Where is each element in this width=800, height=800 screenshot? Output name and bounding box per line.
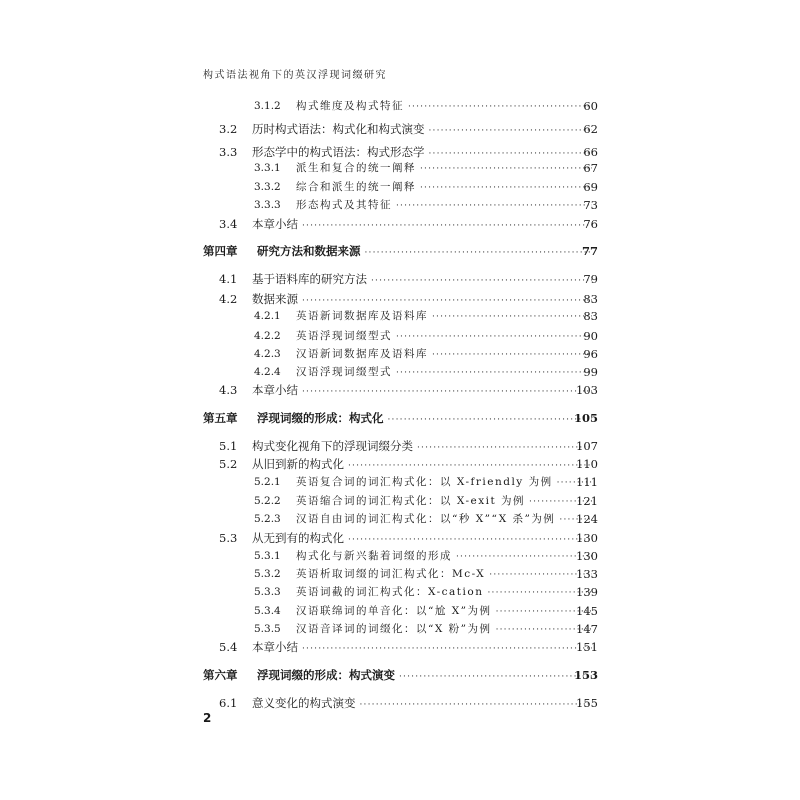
toc-entry-title: 英语新词数据库及语料库 <box>296 310 428 322</box>
toc-entry-page: 90 <box>583 329 598 343</box>
toc-entry-title-wrap <box>252 637 592 659</box>
dot-leader <box>420 159 592 179</box>
toc-entry-page: 103 <box>576 383 598 397</box>
toc-entry <box>0 119 800 139</box>
toc-entry <box>0 214 800 234</box>
toc-entry <box>0 158 800 178</box>
toc-entry-title: 研究方法和数据来源 <box>257 244 361 258</box>
toc-entry-title: 基于语料库的研究方法 <box>252 272 367 286</box>
toc-entry-number: 3.1.2 <box>254 100 281 112</box>
dot-leader <box>399 667 592 687</box>
toc-entry-page: 62 <box>583 122 598 136</box>
toc-entry-number: 3.3.2 <box>254 181 281 193</box>
toc-entry-title-wrap <box>252 693 592 715</box>
toc-entry <box>0 195 800 215</box>
toc-entry-page: 145 <box>576 604 598 618</box>
toc-entry-title-wrap <box>252 380 592 402</box>
toc-entry-title-wrap <box>252 214 592 236</box>
toc-entry-number: 第五章 <box>203 411 238 425</box>
toc-entry-page: 76 <box>583 217 598 231</box>
running-head: 构式语法视角下的英汉浮现词缀研究 <box>203 70 387 81</box>
toc-entry-page: 83 <box>583 292 598 306</box>
toc-entry-page: 130 <box>576 531 598 545</box>
toc-entry <box>0 306 800 326</box>
dot-leader <box>302 639 592 659</box>
toc-entry-number: 4.3 <box>219 383 238 397</box>
toc-entry-title-wrap <box>296 96 592 117</box>
toc-entry-number: 6.1 <box>219 696 238 710</box>
toc-entry-number: 3.2 <box>219 122 238 136</box>
toc-entry-page: 151 <box>576 640 598 654</box>
toc-entry-page: 124 <box>576 512 598 526</box>
page-number: 2 <box>203 711 212 725</box>
toc-entry <box>0 491 800 511</box>
toc-entry-page: 130 <box>576 549 598 563</box>
toc-entry-page: 66 <box>583 145 598 159</box>
toc-entry-title: 英语浮现词缀型式 <box>296 330 392 342</box>
toc-entry-title: 英语词截的词汇构式化：X-cation <box>296 586 484 598</box>
toc-entry-title: 构式变化视角下的浮现词缀分类 <box>252 439 413 453</box>
toc-entry <box>0 96 800 116</box>
toc-entry-page: 99 <box>583 365 598 379</box>
toc-entry <box>0 601 800 621</box>
toc-entry-title: 意义变化的构式演变 <box>252 696 356 710</box>
toc-entry-title: 构式维度及构式特征 <box>296 100 404 112</box>
toc-entry-number: 5.3.2 <box>254 568 281 580</box>
toc-entry <box>0 619 800 639</box>
toc-entry-title: 本章小结 <box>252 383 298 397</box>
toc-entry-number: 4.2.2 <box>254 330 281 342</box>
toc-entry-page: 69 <box>583 180 598 194</box>
toc-entry-page: 153 <box>573 668 598 682</box>
toc-entry-page: 111 <box>576 475 598 489</box>
toc-entry-page: 67 <box>583 161 598 175</box>
toc-entry-title-wrap <box>252 269 592 291</box>
toc-entry-title: 综合和派生的统一阐释 <box>296 181 416 193</box>
toc-entry <box>0 546 800 566</box>
toc-entry <box>0 509 800 529</box>
dot-leader <box>388 410 593 430</box>
toc-entry-title: 本章小结 <box>252 640 298 654</box>
toc-entry-number: 4.2.3 <box>254 348 281 360</box>
toc-entry-number: 4.2 <box>219 292 238 306</box>
toc-entry-title: 浮现词缀的形成：构式演变 <box>257 668 395 682</box>
toc-entry-page: 73 <box>583 198 598 212</box>
toc-chapter-entry <box>0 408 800 428</box>
dot-leader <box>302 216 592 236</box>
toc-entry-title-wrap <box>296 195 592 216</box>
toc-entry-number: 4.2.4 <box>254 366 281 378</box>
toc-entry-title: 浮现词缀的形成：构式化 <box>257 411 384 425</box>
toc-entry <box>0 436 800 456</box>
toc-entry-title: 汉语自由词的词汇构式化：以“秒 X”“X 杀”为例 <box>296 513 556 525</box>
toc-entry-page: 105 <box>573 411 598 425</box>
toc-entry-page: 110 <box>576 457 598 471</box>
toc-entry-title-wrap <box>296 509 592 530</box>
toc-entry-title: 从旧到新的构式化 <box>252 457 344 471</box>
dot-leader <box>302 382 592 402</box>
toc-entry-title-wrap <box>257 241 592 263</box>
dot-leader <box>408 97 592 117</box>
dot-leader <box>371 271 592 291</box>
toc-entry-page: 77 <box>581 244 598 258</box>
toc-chapter-entry <box>0 241 800 261</box>
toc-entry-title: 汉语新词数据库及语料库 <box>296 348 428 360</box>
toc-entry-number: 3.3.3 <box>254 199 281 211</box>
toc-entry-number: 5.2 <box>219 457 238 471</box>
toc-entry-title: 汉语音译词的词缀化：以“X 粉”为例 <box>296 623 492 635</box>
toc-entry <box>0 637 800 657</box>
toc-entry-page: 79 <box>583 272 598 286</box>
toc-chapter-entry <box>0 665 800 685</box>
toc-entry-number: 4.1 <box>219 272 238 286</box>
toc-entry-page: 96 <box>583 347 598 361</box>
toc-entry <box>0 177 800 197</box>
toc-entry-number: 3.3.1 <box>254 162 281 174</box>
toc-entry-title: 数据来源 <box>252 292 298 306</box>
toc-entry-title: 英语析取词缀的词汇构式化：Mc-X <box>296 568 486 580</box>
toc-entry-title: 汉语联绵词的单音化：以“尬 X”为例 <box>296 605 492 617</box>
toc-entry-title: 从无到有的构式化 <box>252 531 344 545</box>
toc-entry-page: 60 <box>583 99 598 113</box>
toc-entry <box>0 380 800 400</box>
dot-leader <box>365 243 593 263</box>
toc-entry-title-wrap <box>257 665 592 687</box>
dot-leader <box>360 695 593 715</box>
toc-entry-page: 121 <box>576 494 598 508</box>
toc-entry-page: 107 <box>576 439 598 453</box>
toc-entry-title: 派生和复合的统一阐释 <box>296 162 416 174</box>
toc-entry-page: 155 <box>576 696 598 710</box>
toc-entry-number: 5.3.3 <box>254 586 281 598</box>
toc-entry <box>0 528 800 548</box>
toc-entry-number: 5.3.5 <box>254 623 281 635</box>
toc-entry-title: 英语缩合词的词汇构式化：以 X-exit 为例 <box>296 495 526 507</box>
toc-entry <box>0 454 800 474</box>
toc-entry-title-wrap <box>252 119 592 141</box>
toc-entry-page: 83 <box>583 309 598 323</box>
toc-entry-title: 构式化与新兴黏着词缀的形成 <box>296 550 452 562</box>
toc-entry-title-wrap <box>257 408 592 430</box>
toc-entry-number: 3.4 <box>219 217 238 231</box>
toc-entry <box>0 693 800 713</box>
toc-entry-number: 5.3.4 <box>254 605 281 617</box>
toc-entry <box>0 362 800 382</box>
toc-entry-title: 汉语浮现词缀型式 <box>296 366 392 378</box>
toc-entry-title-wrap <box>296 582 592 603</box>
toc-entry-number: 5.4 <box>219 640 238 654</box>
toc-entry-title: 英语复合词的词汇构式化：以 X-friendly 为例 <box>296 476 553 488</box>
toc-entry-number: 5.2.3 <box>254 513 281 525</box>
toc-entry-number: 5.3 <box>219 531 238 545</box>
toc-entry-page: 133 <box>576 567 598 581</box>
toc-entry <box>0 269 800 289</box>
toc-entry-page: 147 <box>576 622 598 636</box>
toc-entry-title-wrap <box>296 158 592 179</box>
dot-leader <box>396 196 592 216</box>
toc-entry <box>0 326 800 346</box>
toc-entry <box>0 472 800 492</box>
toc-entry-number: 第四章 <box>203 244 238 258</box>
toc-entry-title: 形态构式及其特征 <box>296 199 392 211</box>
toc-entry <box>0 564 800 584</box>
toc-entry-number: 第六章 <box>203 668 238 682</box>
toc-entry-title: 本章小结 <box>252 217 298 231</box>
toc-entry-number: 5.3.1 <box>254 550 281 562</box>
toc-entry-title: 历时构式语法：构式化和构式演变 <box>252 122 425 136</box>
toc-entry-title: 形态学中的构式语法：构式形态学 <box>252 145 425 159</box>
toc-entry <box>0 344 800 364</box>
toc-entry-number: 4.2.1 <box>254 310 281 322</box>
toc-entry-number: 5.2.1 <box>254 476 281 488</box>
toc-entry-title-wrap <box>296 472 592 493</box>
toc-entry-page: 139 <box>576 585 598 599</box>
toc-entry-number: 3.3 <box>219 145 238 159</box>
toc-entry <box>0 582 800 602</box>
toc-entry-number: 5.1 <box>219 439 238 453</box>
toc-entry-number: 5.2.2 <box>254 495 281 507</box>
toc-entry-title-wrap <box>296 306 592 327</box>
